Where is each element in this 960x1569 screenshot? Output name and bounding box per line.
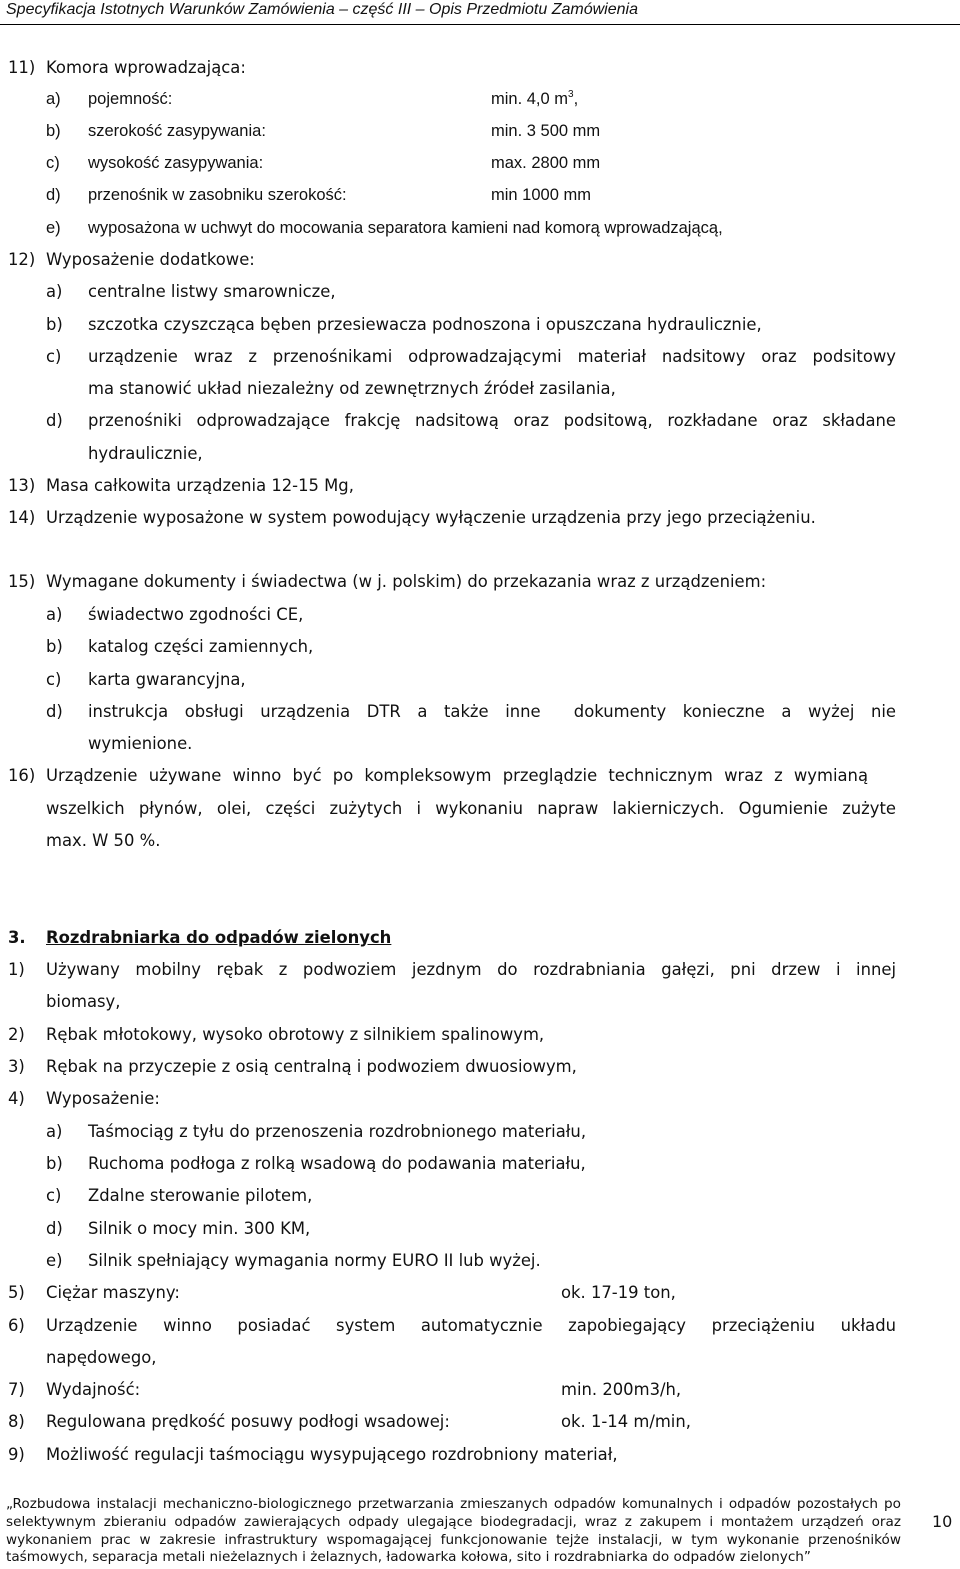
sub-item-text: centralne listwy smarownicze, — [88, 282, 336, 301]
page-header — [0, 0, 960, 26]
item-number: 15) — [8, 572, 36, 591]
list-item-text: Urządzenie winno posiadać system automatycznie zapobiegający przeciążeniu układu — [46, 1316, 896, 1335]
sub-item-letter: e) — [46, 219, 61, 237]
sub-item-letter: e) — [46, 1251, 63, 1270]
sub-item-text: świadectwo zgodności CE, — [88, 605, 304, 624]
sub-item-text: Taśmociąg z tyłu do przenoszenia rozdrobnionego materiału, — [88, 1122, 587, 1141]
list-item-14-text: Urządzenie wyposażone w system powodujący wyłączenie urządzenia przy jego przeciążeniu. — [46, 508, 816, 527]
item-number: 3) — [8, 1057, 25, 1076]
sub-item-letter: b) — [46, 637, 63, 656]
sub-item-text: przenośnik w zasobniku szerokość: — [88, 186, 347, 204]
item-number: 14) — [8, 508, 36, 527]
footer-line: wykonaniem prac w zakresie infrastruktury wspomagającej funkcjonowanie tejże instalacji, w tym wykonanie przenośników — [6, 1531, 901, 1548]
item-number: 5) — [8, 1283, 25, 1302]
footer-line: taśmowych, separacja metali nieżelaznych i żelaznych, ładowarka kołowa, sito i rozdrabniarka do odpadów zielonych” — [6, 1549, 811, 1566]
sub-item-letter: c) — [46, 347, 62, 366]
item-number: 12) — [8, 250, 36, 269]
item-number: 2) — [8, 1025, 25, 1044]
sub-item-text: Ruchoma podłoga z rolką wsadową do podawania materiału, — [88, 1154, 586, 1173]
item-number: 13) — [8, 476, 36, 495]
sub-item-value: min. 3 500 mm — [491, 122, 601, 140]
header-rule — [0, 24, 960, 25]
list-item-text: Rębak młotokowy, wysoko obrotowy z silnikiem spalinowym, — [46, 1025, 545, 1044]
section-title: Rozdrabniarka do odpadów zielonych — [46, 928, 392, 947]
sub-item-text: szczotka czyszcząca bęben przesiewacza podnoszona i opuszczana hydraulicznie, — [88, 315, 762, 334]
sub-item-text: Zdalne sterowanie pilotem, — [88, 1186, 313, 1205]
sub-item-text: instrukcja obsługi urządzenia DTR a także inne dokumenty konieczne a wyżej nie — [88, 702, 896, 721]
sub-item-text: urządzenie wraz z przenośnikami odprowadzającymi materiał nadsitowy oraz podsitowy — [88, 347, 896, 366]
list-item-text-cont: biomasy, — [46, 992, 121, 1011]
list-item-text: Regulowana prędkość posuwy podłogi wsadowej: — [46, 1412, 450, 1431]
sub-item-letter: b) — [46, 122, 61, 140]
list-item-value: ok. 17-19 ton, — [561, 1283, 676, 1302]
sub-item-text: pojemność: — [88, 90, 173, 108]
item-number: 7) — [8, 1380, 25, 1399]
header-title: Specyfikacja Istotnych Warunków Zamówienia – część III – Opis Przedmiotu Zamówienia — [6, 1, 638, 18]
sub-item-letter: b) — [46, 315, 63, 334]
sub-item-letter: d) — [46, 411, 63, 430]
sub-item-text-cont: hydraulicznie, — [88, 444, 203, 463]
list-item-text: Ciężar maszyny: — [46, 1283, 180, 1302]
list-item-16-text: Urządzenie używane winno być po kompleksowym przeglądzie technicznym wraz z wymianą — [46, 766, 868, 785]
list-item-16-text-cont: max. W 50 %. — [46, 831, 161, 850]
list-item-text: Wydajność: — [46, 1380, 141, 1399]
item-number: 9) — [8, 1445, 25, 1464]
list-item-12-text: Wyposażenie dodatkowe: — [46, 250, 255, 269]
sub-item-letter: b) — [46, 1154, 63, 1173]
page-footer — [6, 1496, 901, 1567]
item-number: 4) — [8, 1089, 25, 1108]
sub-item-letter: d) — [46, 186, 61, 204]
sub-item-letter: d) — [46, 702, 63, 721]
list-item-text: Używany mobilny rębak z podwoziem jezdnym do rozdrabniania gałęzi, pni drzew i innej — [46, 960, 896, 979]
sub-item-letter: c) — [46, 670, 62, 689]
sub-item-text: wysokość zasypywania: — [88, 154, 264, 172]
item-number: 1) — [8, 960, 25, 979]
sub-item-text: karta gwarancyjna, — [88, 670, 246, 689]
item-number: 6) — [8, 1316, 25, 1335]
list-item-text: Rębak na przyczepie z osią centralną i podwoziem dwuosiowym, — [46, 1057, 577, 1076]
sub-item-text: Silnik o mocy min. 300 KM, — [88, 1219, 311, 1238]
sub-item-text: wyposażona w uchwyt do mocowania separatora kamieni nad komorą wprowadzającą, — [88, 219, 723, 237]
sub-item-letter: c) — [46, 1186, 62, 1205]
sub-item-letter: c) — [46, 154, 60, 172]
sub-item-letter: d) — [46, 1219, 63, 1238]
sub-item-letter: a) — [46, 90, 61, 108]
footer-line: „Rozbudowa instalacji mechaniczno-biologicznego przetwarzania zmieszanych odpadów komunalnych i odpadów pozostałych po — [6, 1496, 901, 1512]
list-item-value: ok. 1-14 m/min, — [561, 1412, 691, 1431]
list-item-value: min. 200m3/h, — [561, 1380, 682, 1399]
list-item-text: Wyposażenie: — [46, 1089, 160, 1108]
list-item-text-cont: napędowego, — [46, 1348, 157, 1367]
list-item-11-text: Komora wprowadzająca: — [46, 58, 246, 77]
sub-item-letter: a) — [46, 282, 63, 301]
list-item-15-text: Wymagane dokumenty i świadectwa (w j. polskim) do przekazania wraz z urządzeniem: — [46, 572, 767, 591]
list-item-13-text: Masa całkowita urządzenia 12-15 Mg, — [46, 476, 354, 495]
sub-item-value: min 1000 mm — [491, 186, 591, 204]
page-number: 10 — [932, 1512, 953, 1531]
sub-item-value: max. 2800 mm — [491, 154, 601, 172]
item-number: 16) — [8, 766, 36, 785]
sub-item-text: przenośniki odprowadzające frakcję nadsitową oraz podsitową, rozkładane oraz składane — [88, 411, 896, 430]
list-item-text: Możliwość regulacji taśmociągu wysypującego rozdrobniony materiał, — [46, 1445, 618, 1464]
sub-item-text-cont: wymienione. — [88, 734, 193, 753]
sub-item-letter: a) — [46, 1122, 63, 1141]
item-number: 8) — [8, 1412, 25, 1431]
section-number: 3. — [8, 928, 26, 947]
footer-line: selektywnym zbieraniu odpadów zawierających odpady ulegające biodegradacji, wraz z zakupem i montażem urządzeń oraz — [6, 1513, 901, 1530]
sub-item-text-cont: ma stanowić układ niezależny od zewnętrznych źródeł zasilania, — [88, 379, 616, 398]
sub-item-letter: a) — [46, 605, 63, 624]
sub-item-text: szerokość zasypywania: — [88, 122, 266, 140]
list-item-11 — [8, 57, 35, 79]
sub-item-text: katalog części zamiennych, — [88, 637, 314, 656]
list-item-16-text-cont: wszelkich płynów, olei, części zużytych i wykonaniu napraw lakierniczych. Ogumienie zużyte — [46, 799, 896, 818]
sub-item-text: Silnik spełniający wymagania normy EURO II lub wyżej. — [88, 1251, 541, 1270]
sub-item-value: min. 4,0 $m^3$, — [491, 89, 579, 108]
item-number: 11) — [8, 58, 36, 77]
